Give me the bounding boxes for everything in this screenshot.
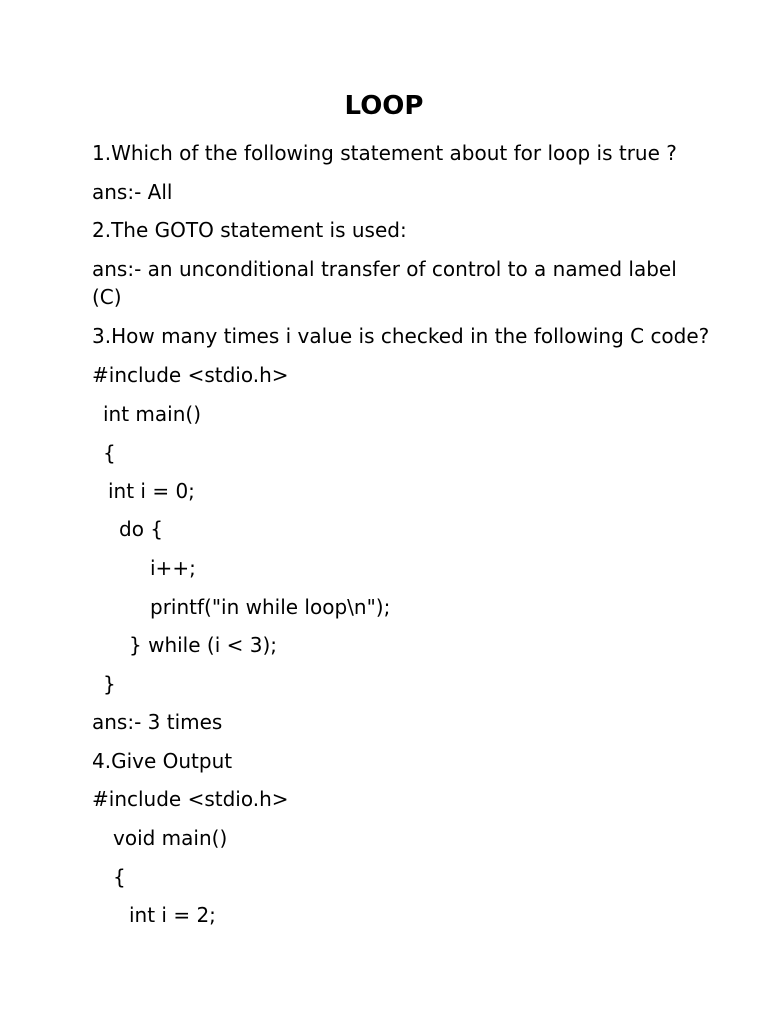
code-line: int i = 2; (129, 903, 216, 927)
question-4: 4.Give Output (92, 749, 233, 773)
page-title: LOOP (344, 91, 424, 121)
question-1: 1.Which of the following statement about for loop is true ? (92, 141, 677, 165)
code-line: { (113, 865, 126, 889)
code-line: } while (i < 3); (129, 633, 277, 657)
code-line: } (103, 672, 116, 696)
code-line: int main() (103, 402, 202, 426)
question-2: 2.The GOTO statement is used: (92, 218, 407, 242)
answer-2: ans:- an unconditional transfer of control to a named label (92, 257, 677, 281)
answer-2-option: (C) (92, 285, 122, 309)
code-line: void main() (113, 826, 228, 850)
code-line: i++; (150, 556, 196, 580)
code-line: #include <stdio.h> (92, 787, 289, 811)
answer-1: ans:- All (92, 180, 173, 204)
answer-3: ans:- 3 times (92, 710, 223, 734)
question-3: 3.How many times i value is checked in the following C code? (92, 324, 710, 348)
code-line: { (103, 441, 116, 465)
code-line: do { (119, 517, 164, 541)
code-line: #include <stdio.h> (92, 363, 289, 387)
code-line: int i = 0; (108, 479, 195, 503)
code-line: printf("in while loop\n"); (150, 595, 391, 619)
